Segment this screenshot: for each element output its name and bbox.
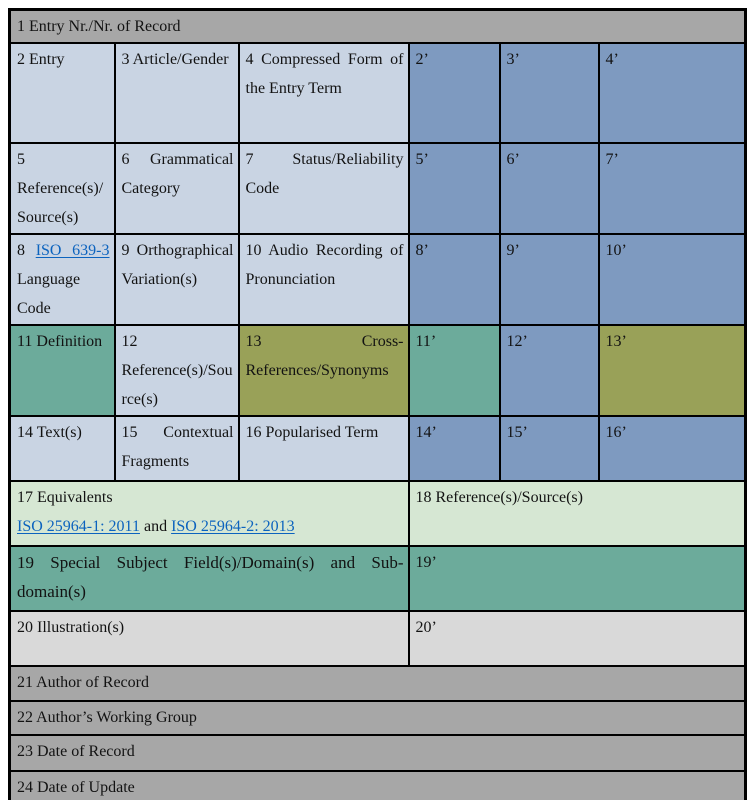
cell-16-prime: 16’ [599,416,746,481]
cell-references-sources-18: 18 Reference(s)/Source(s) [409,481,746,546]
cell-5-prime: 5’ [409,143,500,234]
cell-20-prime: 20’ [409,611,746,666]
cell-texts: 14 Text(s) [10,416,115,481]
row-authors-working-group [10,701,746,735]
equivalents-links [17,512,404,541]
row-references [10,143,746,234]
cell-compressed-form: 4 Compressed Form of the Entry Term [239,43,409,143]
cell-6-prime: 6’ [500,143,599,234]
cell-14-prime: 14’ [409,416,500,481]
iso-25964-2-link[interactable]: ISO 25964-2: 2013 [171,518,295,535]
equivalents-title: 17 Equivalents [17,489,113,506]
cell-entry: 2 Entry [10,43,115,143]
cell-definition: 11 Definition [10,325,115,416]
row-entry-nr [10,10,746,44]
cell-author-of-record: 21 Author of Record [10,666,746,701]
row-subject-field [10,546,746,611]
cell-special-subject-field: 19 Special Subject Field(s)/Domain(s) and Sub-domain(s) [10,546,409,611]
row-author-of-record [10,666,746,701]
cell-date-of-update: 24 Date of Update [10,771,746,800]
cell-article-gender: 3 Article/Gender [115,43,239,143]
row-definition [10,325,746,416]
cell-equivalents [10,481,409,546]
cell-19-prime: 19’ [409,546,746,611]
row-equivalents [10,481,746,546]
cell-entry-nr: 1 Entry Nr./Nr. of Record [10,10,746,44]
row-date-of-update [10,771,746,800]
cell-2-prime: 2’ [409,43,500,143]
entry-record-structure-table [8,8,747,800]
row-texts [10,416,746,481]
cell-4-prime: 4’ [599,43,746,143]
row-date-of-record [10,735,746,771]
row-entry [10,43,746,143]
cell-3-prime: 3’ [500,43,599,143]
cell-popularised-term: 16 Popularised Term [239,416,409,481]
cell-8-prime: 8’ [409,234,500,325]
cell-13-prime: 13’ [599,325,746,416]
cell-language-code [10,234,115,325]
cell-orthographical-variations: 9 Orthographical Variation(s) [115,234,239,325]
row-illustrations [10,611,746,666]
cell-status-reliability-code: 7 Status/Reliability Code [239,143,409,234]
cell-contextual-fragments: 15 Contextual Fragments [115,416,239,481]
cell-7-prime: 7’ [599,143,746,234]
equivalents-conjunction: and [143,518,168,535]
cell-10-prime: 10’ [599,234,746,325]
iso-25964-1-link[interactable]: ISO 25964-1: 2011 [17,518,140,535]
cell-grammatical-category: 6 Grammatical Category [115,143,239,234]
cell-date-of-record: 23 Date of Record [10,735,746,771]
cell-authors-working-group: 22 Author’s Working Group [10,701,746,735]
cell-11-prime: 11’ [409,325,500,416]
cell-cross-references-synonyms: 13 Cross-References/Synonyms [239,325,409,416]
cell-illustrations: 20 Illustration(s) [10,611,409,666]
cell-15-prime: 15’ [500,416,599,481]
cell-12-prime: 12’ [500,325,599,416]
language-code-label: Language Code [17,271,81,317]
cell-9-prime: 9’ [500,234,599,325]
cell-references-sources-5: 5 Reference(s)/Source(s) [10,143,115,234]
cell-audio-recording: 10 Audio Recording of Pronunciation [239,234,409,325]
cell-references-sources-12: 12 Reference(s)/Source(s) [115,325,239,416]
language-code-number: 8 [17,242,25,259]
iso-639-3-link[interactable]: ISO 639-3 [35,242,110,259]
row-language-code [10,234,746,325]
